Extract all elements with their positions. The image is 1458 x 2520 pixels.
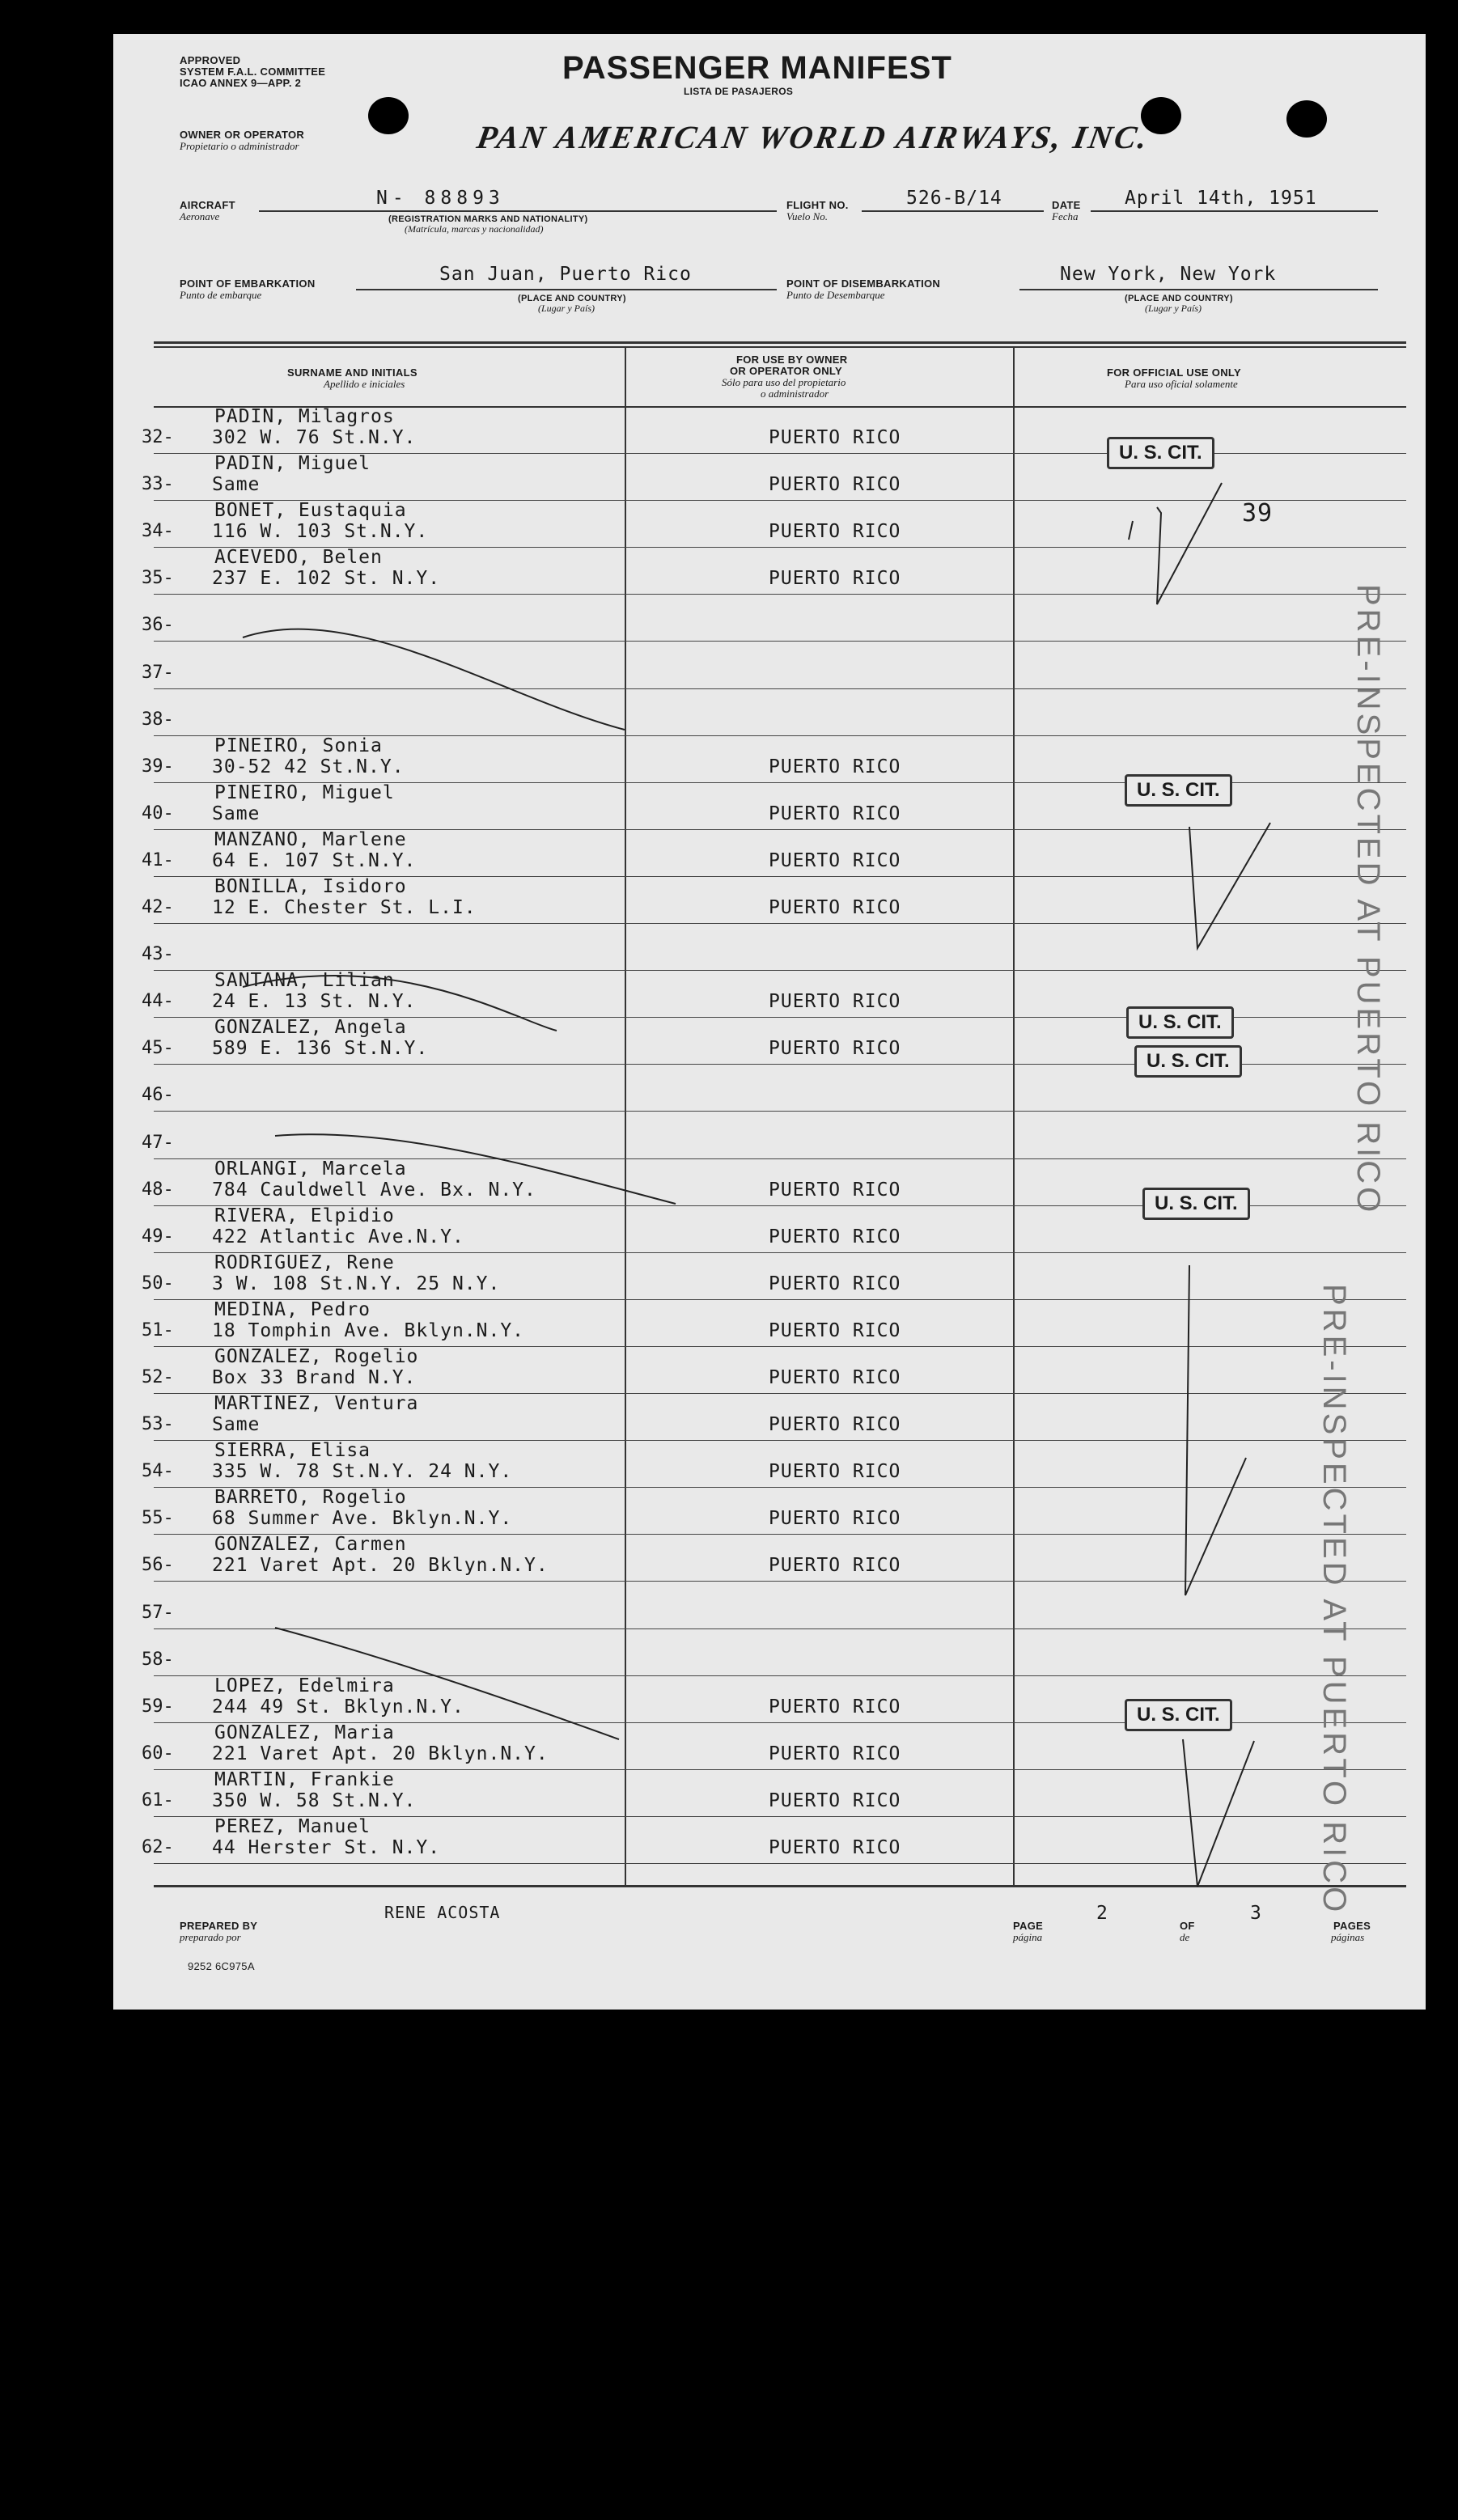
passenger-country: PUERTO RICO xyxy=(769,1038,901,1060)
row-number: 49- xyxy=(142,1226,174,1247)
row-number: 48- xyxy=(142,1179,174,1200)
manifest-subtitle: LISTA DE PASAJEROS xyxy=(684,86,794,97)
row-number: 47- xyxy=(142,1132,174,1153)
manifest-sheet xyxy=(113,34,1426,2010)
date-label-es: Fecha xyxy=(1052,210,1079,222)
row-number: 57- xyxy=(142,1602,174,1623)
passenger-name: SIERRA, Elisa xyxy=(214,1440,371,1462)
page-label-es: página xyxy=(1013,1931,1043,1943)
row-number: 35- xyxy=(142,568,174,589)
passenger-name: BONILLA, Isidoro xyxy=(214,876,407,897)
committee-label: SYSTEM F.A.L. COMMITTEE xyxy=(180,66,326,78)
passenger-name: PINEIRO, Sonia xyxy=(214,735,383,756)
passenger-country: PUERTO RICO xyxy=(769,756,901,777)
passenger-country: PUERTO RICO xyxy=(769,1273,901,1294)
passenger-address: 422 Atlantic Ave.N.Y. xyxy=(212,1226,464,1247)
passenger-country: PUERTO RICO xyxy=(769,1179,901,1201)
flight-value: 526-B/14 xyxy=(906,188,1002,209)
approved-label: APPROVED xyxy=(180,54,241,66)
disembark-note: (PLACE AND COUNTRY) xyxy=(1125,294,1233,303)
passenger-country: PUERTO RICO xyxy=(769,568,901,590)
row-number: 39- xyxy=(142,756,174,777)
passenger-name: MARTINEZ, Ventura xyxy=(214,1393,419,1415)
aircraft-label-es: Aeronave xyxy=(180,210,220,222)
passenger-name: ACEVEDO, Belen xyxy=(214,547,383,569)
passenger-address: 12 E. Chester St. L.I. xyxy=(212,897,477,918)
aircraft-label: AIRCRAFT xyxy=(180,199,235,211)
row-number: 38- xyxy=(142,709,174,730)
of-label-es: de xyxy=(1180,1931,1190,1943)
us-citizen-stamp: U. S. CIT. xyxy=(1126,1006,1234,1039)
row-number: 34- xyxy=(142,521,174,542)
disembark-note-es: (Lugar y País) xyxy=(1145,303,1202,314)
passenger-address: 221 Varet Apt. 20 Bklyn.N.Y. xyxy=(212,1743,549,1764)
passenger-name: PEREZ, Manuel xyxy=(214,1816,371,1837)
passenger-address: 589 E. 136 St.N.Y. xyxy=(212,1038,429,1060)
row-number: 36- xyxy=(142,615,174,636)
row-number: 33- xyxy=(142,474,174,495)
passenger-name: MANZANO, Marlene xyxy=(214,828,407,850)
row-number: 44- xyxy=(142,991,174,1012)
passenger-country: PUERTO RICO xyxy=(769,897,901,918)
embark-note-es: (Lugar y País) xyxy=(538,303,595,314)
row-number: 58- xyxy=(142,1649,174,1670)
row-number: 60- xyxy=(142,1743,174,1764)
passenger-country: PUERTO RICO xyxy=(769,1508,901,1530)
manifest-title: PASSENGER MANIFEST xyxy=(562,50,952,86)
of-label: OF xyxy=(1180,1920,1195,1932)
passenger-country: PUERTO RICO xyxy=(769,1414,901,1436)
passenger-country: PUERTO RICO xyxy=(769,991,901,1013)
row-number: 62- xyxy=(142,1837,174,1857)
col-owner-header-es-1: Sólo para uso del propietario xyxy=(722,376,846,388)
page-value: 2 xyxy=(1096,1903,1108,1924)
passenger-address: 44 Herster St. N.Y. xyxy=(212,1837,441,1858)
date-value: April 14th, 1951 xyxy=(1125,188,1317,209)
col-owner-header-1: FOR USE BY OWNER xyxy=(736,354,848,366)
aircraft-note-es: (Matrícula, marcas y nacionalidad) xyxy=(405,223,544,235)
col-surname-header-es: Apellido e iniciales xyxy=(324,378,405,390)
passenger-country: PUERTO RICO xyxy=(769,1367,901,1388)
pages-label: PAGES xyxy=(1333,1920,1371,1932)
passenger-address: Same xyxy=(212,1414,261,1436)
col-owner-header-2: OR OPERATOR ONLY xyxy=(730,365,842,377)
passenger-address: 116 W. 103 St.N.Y. xyxy=(212,521,429,543)
of-value: 3 xyxy=(1250,1903,1262,1924)
prepared-label-es: preparado por xyxy=(180,1931,241,1943)
row-number: 37- xyxy=(142,662,174,683)
passenger-address: 784 Cauldwell Ave. Bx. N.Y. xyxy=(212,1179,536,1201)
passenger-address: 335 W. 78 St.N.Y. 24 N.Y. xyxy=(212,1461,513,1483)
passenger-name: PINEIRO, Miguel xyxy=(214,781,395,803)
aircraft-value: N- 88893 xyxy=(376,188,505,209)
disembark-label-es: Punto de Desembarque xyxy=(786,289,885,301)
passenger-country: PUERTO RICO xyxy=(769,849,901,871)
row-number: 54- xyxy=(142,1461,174,1482)
row-number: 61- xyxy=(142,1789,174,1811)
passenger-name: GONZALEZ, Carmen xyxy=(214,1534,407,1556)
passenger-name: ORLANGI, Marcela xyxy=(214,1158,407,1180)
prepared-label: PREPARED BY xyxy=(180,1920,258,1932)
passenger-name: PADIN, Milagros xyxy=(214,406,395,427)
passenger-address: 68 Summer Ave. Bklyn.N.Y. xyxy=(212,1508,513,1530)
passenger-address: 64 E. 107 St.N.Y. xyxy=(212,849,417,871)
embark-note: (PLACE AND COUNTRY) xyxy=(518,294,626,303)
aircraft-note: (REGISTRATION MARKS AND NATIONALITY) xyxy=(388,214,588,224)
passenger-name: GONZALEZ, Maria xyxy=(214,1722,395,1743)
passenger-name: SANTANA, Lilian xyxy=(214,970,395,992)
passenger-address: 24 E. 13 St. N.Y. xyxy=(212,991,417,1013)
us-citizen-stamp: U. S. CIT. xyxy=(1107,437,1214,469)
us-citizen-stamp: U. S. CIT. xyxy=(1134,1045,1242,1078)
passenger-name: PADIN, Miguel xyxy=(214,453,371,475)
row-number: 40- xyxy=(142,803,174,824)
check-mark xyxy=(1129,521,1133,540)
row-number: 56- xyxy=(142,1555,174,1576)
passenger-country: PUERTO RICO xyxy=(769,427,901,448)
disembark-value: New York, New York xyxy=(1060,264,1277,285)
row-number: 52- xyxy=(142,1367,174,1387)
row-number: 46- xyxy=(142,1085,174,1106)
form-code: 9252 6C975A xyxy=(188,1960,255,1972)
row-number: 45- xyxy=(142,1038,174,1059)
passenger-country: PUERTO RICO xyxy=(769,1743,901,1764)
owner-label-es: Propietario o administrador xyxy=(180,140,299,152)
us-citizen-stamp: U. S. CIT. xyxy=(1125,1699,1232,1731)
passenger-name: LOPEZ, Edelmira xyxy=(214,1675,395,1696)
passenger-country: PUERTO RICO xyxy=(769,1226,901,1247)
passenger-country: PUERTO RICO xyxy=(769,521,901,543)
check-mark xyxy=(1189,823,1270,948)
disembark-label: POINT OF DISEMBARKATION xyxy=(786,277,941,290)
operator-name: PAN AMERICAN WORLD AIRWAYS, INC. xyxy=(474,119,1153,155)
passenger-address: 350 W. 58 St.N.Y. xyxy=(212,1789,417,1811)
passenger-address: Box 33 Brand N.Y. xyxy=(212,1367,417,1388)
void-stroke xyxy=(275,1628,619,1739)
passenger-name: RODRIGUEZ, Rene xyxy=(214,1252,395,1273)
us-citizen-stamp: U. S. CIT. xyxy=(1142,1188,1250,1220)
passenger-address: 221 Varet Apt. 20 Bklyn.N.Y. xyxy=(212,1555,549,1577)
us-citizen-stamp: U. S. CIT. xyxy=(1125,774,1232,807)
page-label: PAGE xyxy=(1013,1920,1044,1932)
row-number: 59- xyxy=(142,1696,174,1717)
passenger-name: BONET, Eustaquia xyxy=(214,500,407,522)
row-number: 32- xyxy=(142,427,174,447)
passenger-country: PUERTO RICO xyxy=(769,1696,901,1717)
passenger-country: PUERTO RICO xyxy=(769,1837,901,1858)
passenger-address: 244 49 St. Bklyn.N.Y. xyxy=(212,1696,464,1717)
flight-label-es: Vuelo No. xyxy=(786,210,829,222)
owner-label: OWNER OR OPERATOR xyxy=(180,129,305,141)
col-official-header: FOR OFFICIAL USE ONLY xyxy=(1107,366,1241,379)
passenger-country: PUERTO RICO xyxy=(769,1555,901,1577)
passenger-address: Same xyxy=(212,474,261,496)
check-mark xyxy=(1183,1739,1254,1887)
passenger-address: 3 W. 108 St.N.Y. 25 N.Y. xyxy=(212,1273,501,1294)
date-label: DATE xyxy=(1052,199,1081,211)
passenger-name: MARTIN, Frankie xyxy=(214,1768,395,1790)
passenger-name: RIVERA, Elpidio xyxy=(214,1205,395,1226)
row-number: 51- xyxy=(142,1319,174,1340)
check-mark xyxy=(1157,483,1222,604)
handwritten-marks xyxy=(113,34,1426,2010)
void-stroke xyxy=(275,1134,676,1204)
embark-value: San Juan, Puerto Rico xyxy=(439,264,692,285)
embark-label: POINT OF EMBARKATION xyxy=(180,277,316,290)
row-number: 41- xyxy=(142,849,174,870)
passenger-address: 237 E. 102 St. N.Y. xyxy=(212,568,441,590)
pre-inspected-stamp: PRE-INSPECTED AT PUERTO RICO xyxy=(1316,1284,1352,1916)
check-mark xyxy=(1185,1265,1246,1595)
pre-inspected-stamp: PRE-INSPECTED AT PUERTO RICO xyxy=(1350,584,1386,1216)
passenger-country: PUERTO RICO xyxy=(769,1319,901,1341)
col-surname-header: SURNAME AND INITIALS xyxy=(287,366,417,379)
row-number: 43- xyxy=(142,944,174,965)
row-number: 55- xyxy=(142,1508,174,1529)
embark-label-es: Punto de embarque xyxy=(180,289,262,301)
passenger-address: 18 Tomphin Ave. Bklyn.N.Y. xyxy=(212,1319,525,1341)
flight-label: FLIGHT NO. xyxy=(786,199,849,211)
passenger-address: 30-52 42 St.N.Y. xyxy=(212,756,405,777)
pages-label-es: páginas xyxy=(1331,1931,1365,1943)
passenger-name: BARRETO, Rogelio xyxy=(214,1487,407,1509)
prepared-value: RENE ACOSTA xyxy=(384,1903,501,1922)
passenger-name: GONZALEZ, Angela xyxy=(214,1017,407,1039)
void-stroke xyxy=(243,976,557,1031)
passenger-country: PUERTO RICO xyxy=(769,1789,901,1811)
col-official-header-es: Para uso oficial solamente xyxy=(1125,378,1238,390)
row-number: 42- xyxy=(142,897,174,917)
void-stroke xyxy=(243,629,625,730)
passenger-country: PUERTO RICO xyxy=(769,474,901,496)
passenger-country: PUERTO RICO xyxy=(769,803,901,824)
passenger-name: GONZALEZ, Rogelio xyxy=(214,1346,419,1367)
official-mark-39: 39 xyxy=(1242,499,1274,527)
passenger-country: PUERTO RICO xyxy=(769,1461,901,1483)
row-number: 50- xyxy=(142,1273,174,1294)
icao-label: ICAO ANNEX 9—APP. 2 xyxy=(180,77,302,89)
passenger-name: MEDINA, Pedro xyxy=(214,1298,371,1320)
col-owner-header-es-2: o administrador xyxy=(761,388,829,400)
row-number: 53- xyxy=(142,1414,174,1435)
passenger-address: 302 W. 76 St.N.Y. xyxy=(212,427,417,448)
passenger-address: Same xyxy=(212,803,261,824)
